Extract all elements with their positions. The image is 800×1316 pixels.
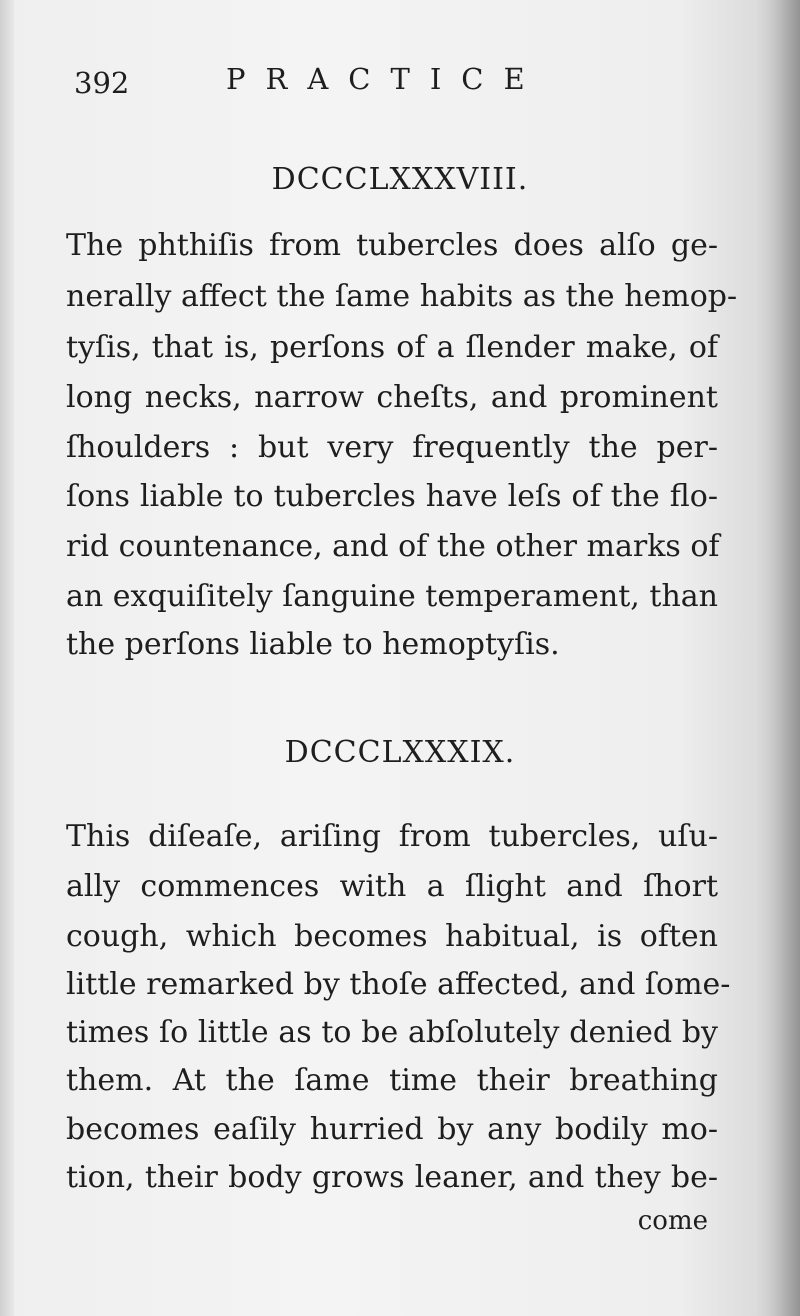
text-line: times ſo little as to be abſolutely denied by [66,1015,718,1050]
text-line: long necks, narrow cheſts, and prominent [66,380,718,415]
section-heading-889: DCCCLXXXIX. [284,735,516,770]
text-line: cough, which becomes habitual, is often [66,919,718,954]
page-number: 392 [74,66,130,100]
page-left-edge [0,0,14,1316]
page-header [74,58,714,102]
text-line: ally commences with a ſlight and ſhort [66,869,718,904]
text-line: becomes eaſily hurried by any bodily mo- [66,1112,718,1147]
text-line: an exquiſitely ſanguine temperament, than [66,579,718,614]
text-line: them. At the ſame time their breathing [66,1063,718,1098]
catchword: come [637,1206,708,1236]
running-head: PRACTICE [226,62,545,96]
text-line: tyſis, that is, perſons of a ſlender make, of [66,330,718,365]
text-line: nerally affect the ſame habits as the hemop- [66,279,738,314]
text-line: The phthiſis from tubercles does alſo ge- [66,228,718,263]
text-line: tion, their body grows leaner, and they be- [66,1160,718,1195]
text-line: This diſeaſe, ariſing from tubercles, uſu- [66,819,718,854]
text-line: ſhoulders : but very frequently the per- [66,430,718,465]
text-line: the perſons liable to hemoptyſis. [66,627,560,662]
text-line: ſons liable to tubercles have leſs of the flo- [66,479,718,514]
text-line: little remarked by thoſe affected, and ſome- [66,967,731,1002]
page-gutter-shadow [756,0,800,1316]
section-heading-888: DCCCLXXXVIII. [271,162,529,197]
text-line: rid countenance, and of the other marks of [66,529,720,564]
